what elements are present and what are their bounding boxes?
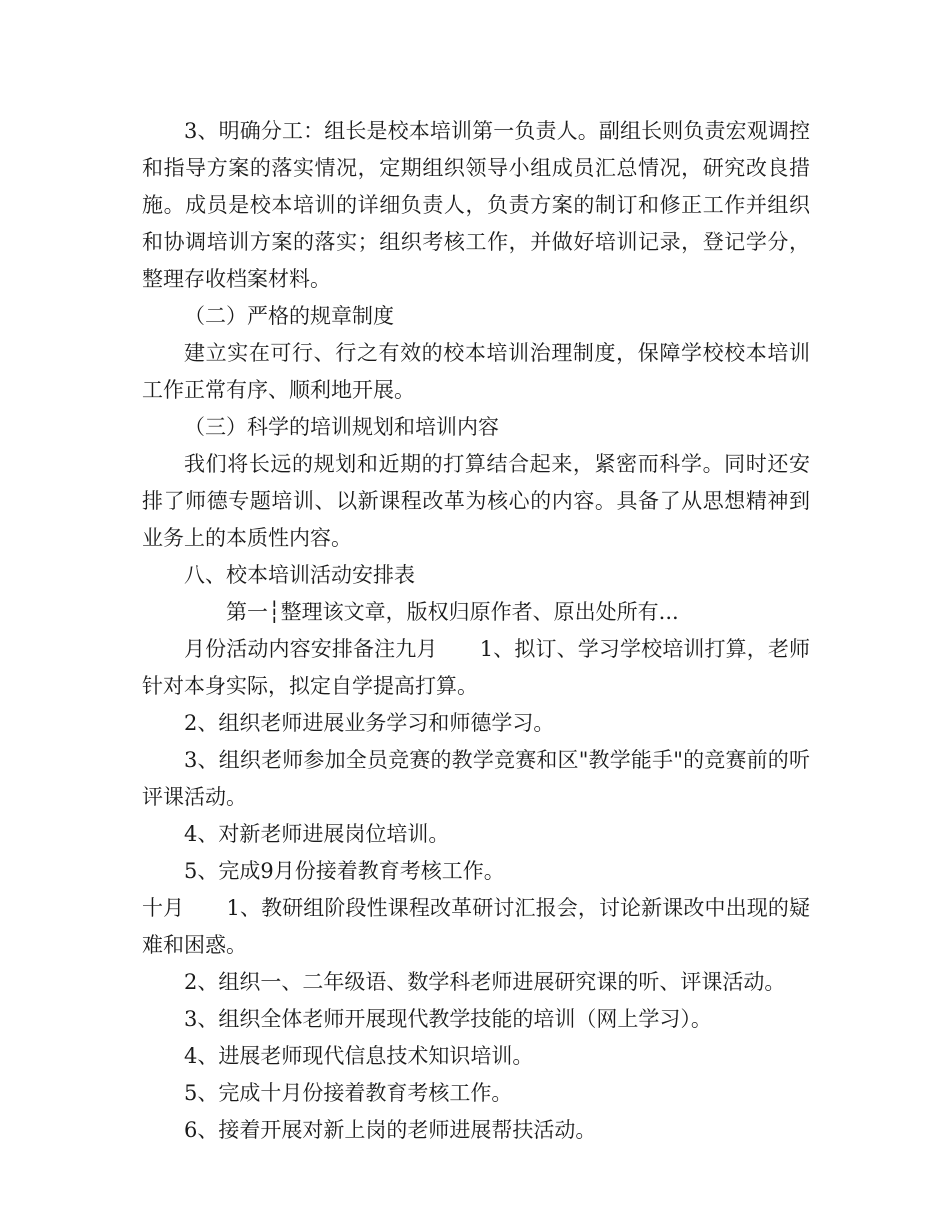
- september-item-4: 4、对新老师进展岗位培训。: [184, 822, 450, 846]
- october-item-3: 3、组织全体老师开展现代教学技能的培训（网上学习）。: [184, 1007, 712, 1031]
- paragraph-rules: 建立实在可行、行之有效的校本培训治理制度，保障学校校本培训工作正常有序、顺利地开展。: [142, 341, 810, 402]
- september-item-1: 月份活动内容安排备注九月 1、拟订、学习学校培训打算，老师针对本身实际，拟定自学提高打算。: [142, 637, 810, 698]
- heading-rules: （二）严格的规章制度: [184, 304, 394, 328]
- paragraph-planning: 我们将长远的规划和近期的打算结合起来，紧密而科学。同时还安排了师德专题培训、以新课程改革为核心的内容。具备了从思想精神到业务上的本质性内容。: [142, 452, 810, 550]
- september-item-2: 2、组织老师进展业务学习和师德学习。: [184, 711, 555, 735]
- heading-planning: （三）科学的培训规划和培训内容: [184, 415, 499, 439]
- september-item-3: 3、组织老师参加全员竞赛的教学竞赛和区"教学能手"的竞赛前的听评课活动。: [142, 748, 810, 809]
- paragraph-division-of-labor: 3、明确分工：组长是校本培训第一负责人。副组长则负责宏观调控和指导方案的落实情况，定期组织领导小组成员汇总情况，研究改良措施。成员是校本培训的详细负责人，负责方案的制订和修正工作并组织和协调培训方案的落实；组织考核工作，并做好培训记录，登记学分，整理存收档案材料。: [142, 119, 810, 291]
- copyright-note: 第一┆整理该文章，版权归原作者、原出处所有...: [226, 600, 679, 624]
- september-item-5: 5、完成9月份接着教育考核工作。: [184, 859, 505, 883]
- october-item-5: 5、完成十月份接着教育考核工作。: [184, 1081, 513, 1105]
- october-item-4: 4、进展老师现代信息技术知识培训。: [184, 1044, 534, 1068]
- heading-schedule-table: 八、校本培训活动安排表: [184, 563, 415, 587]
- october-item-6: 6、接着开展对新上岗的老师进展帮扶活动。: [184, 1118, 597, 1142]
- october-item-2: 2、组织一、二年级语、数学科老师进展研究课的听、评课活动。: [184, 970, 786, 994]
- october-item-1: 十月 1、教研组阶段性课程改革研讨汇报会，讨论新课改中出现的疑难和困惑。: [142, 896, 810, 957]
